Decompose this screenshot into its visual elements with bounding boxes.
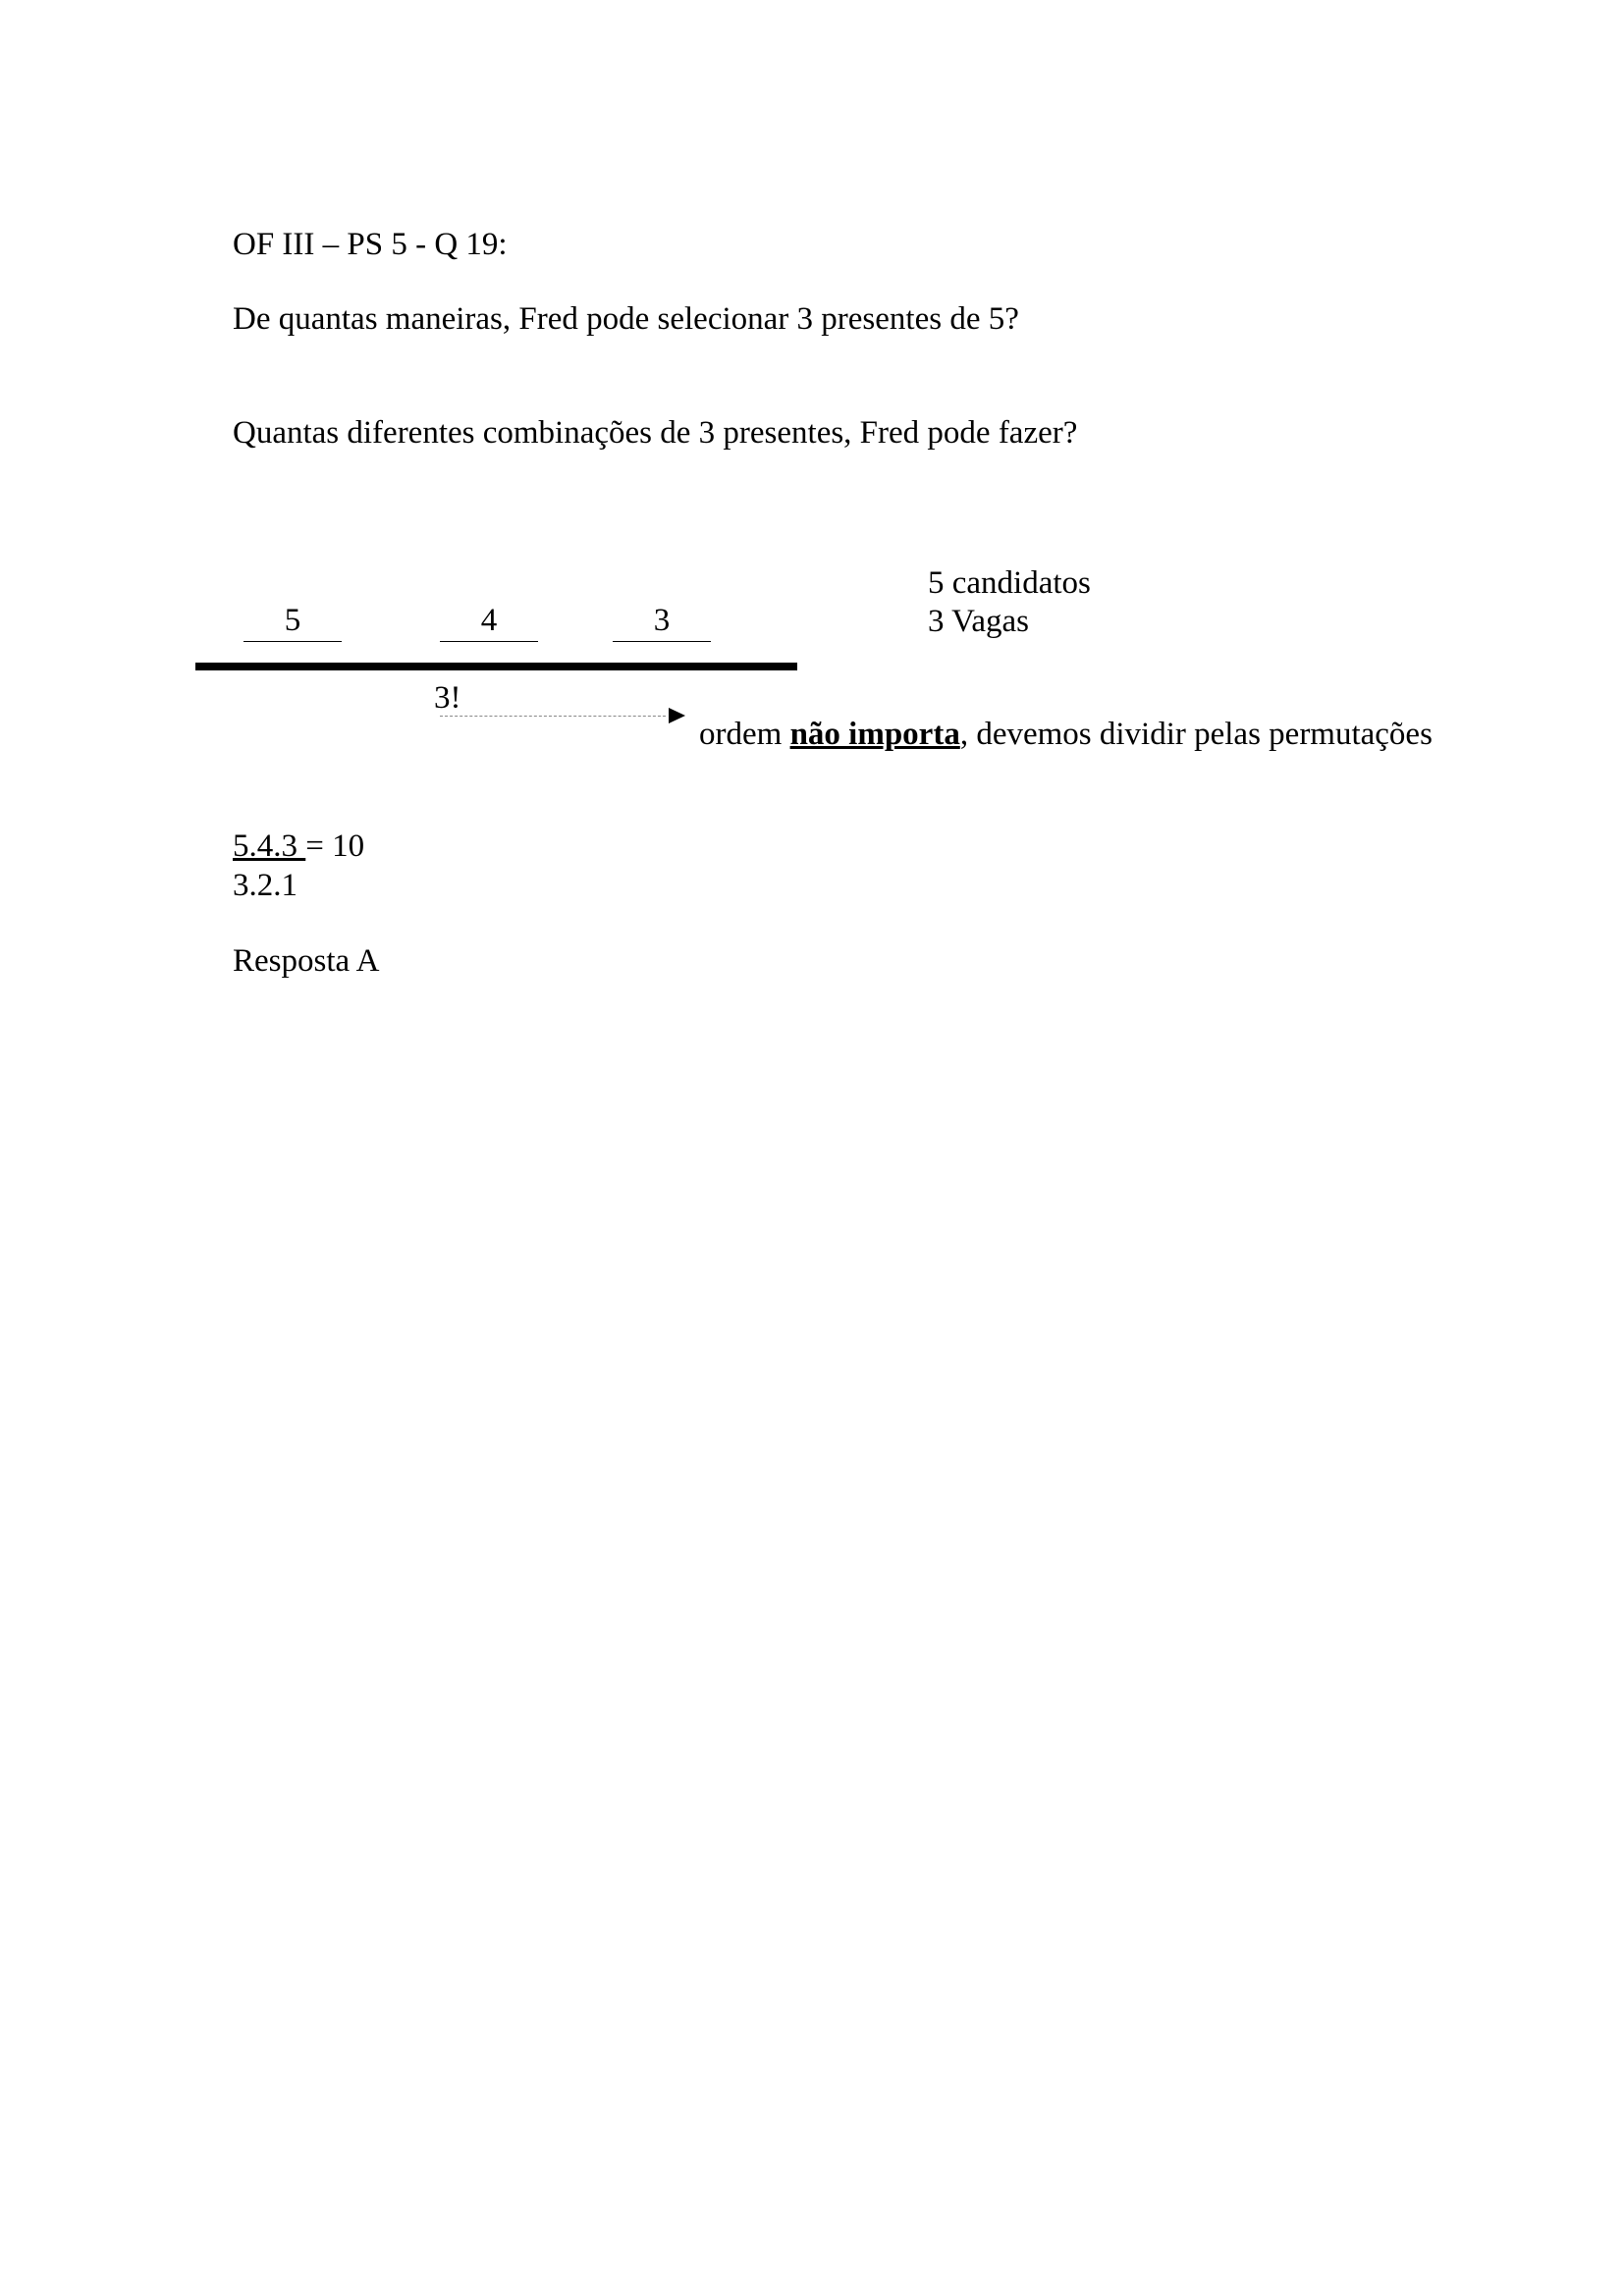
order-note-emphasis: não importa	[789, 717, 960, 752]
calculation-result: = 10	[305, 828, 365, 864]
slot-second	[440, 602, 538, 642]
page-title: OF III – PS 5 - Q 19:	[233, 227, 508, 262]
candidates-note: 5 candidatos	[928, 565, 1091, 601]
order-note-suffix: , devemos dividir pelas permutações	[959, 717, 1433, 752]
positions-note: 3 Vagas	[928, 604, 1029, 639]
fraction-bar	[195, 663, 797, 670]
calculation-numerator: 5.4.3	[233, 828, 306, 864]
denominator-factorial: 3!	[434, 680, 461, 716]
slot-second-value: 4	[480, 603, 498, 638]
slot-third-value: 3	[653, 603, 671, 638]
arrow-head-icon	[669, 708, 685, 723]
order-note-prefix: ordem	[699, 717, 790, 752]
slot-third	[613, 602, 711, 642]
question-text-1: De quantas maneiras, Fred pode selecionar 3 presentes de 5?	[233, 301, 1019, 337]
answer-text: Resposta A	[233, 943, 380, 979]
question-text-2: Quantas diferentes combinações de 3 presentes, Fred pode fazer?	[233, 415, 1078, 451]
slot-first-value: 5	[284, 603, 301, 638]
slot-first	[243, 602, 342, 642]
dashed-arrow-line	[440, 716, 666, 717]
calculation-numerator-line	[233, 828, 364, 865]
order-note	[699, 716, 1433, 753]
calculation-denominator: 3.2.1	[233, 868, 298, 903]
